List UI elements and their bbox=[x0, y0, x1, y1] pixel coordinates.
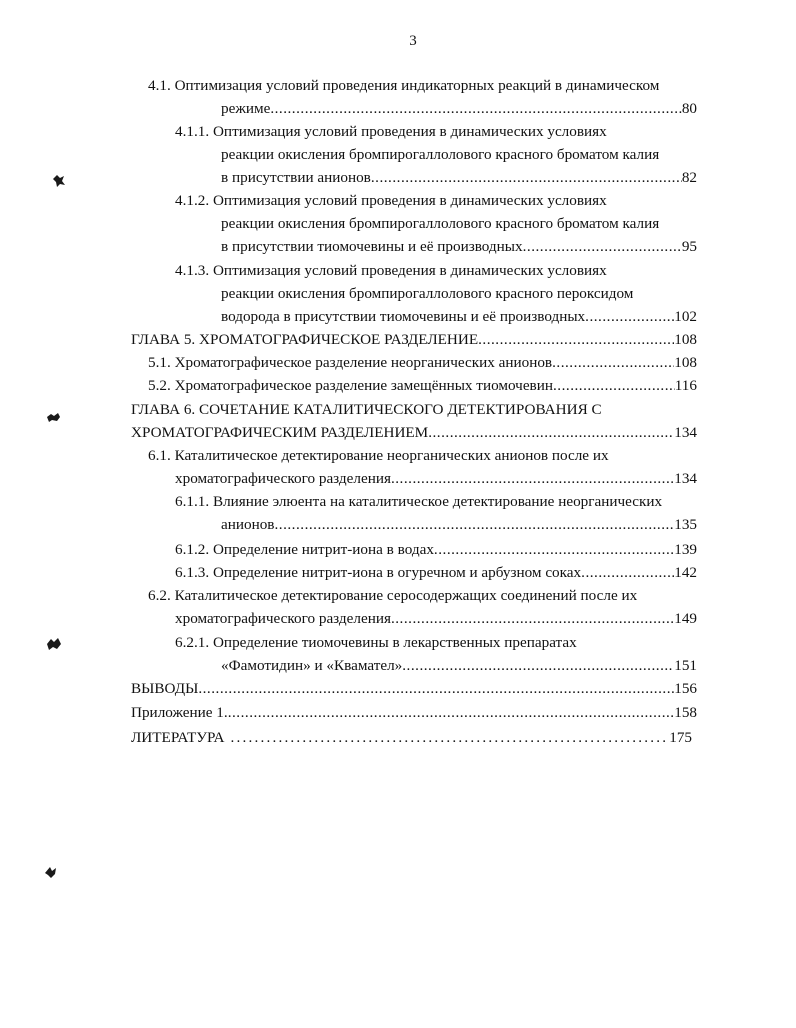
toc-page: 134 bbox=[674, 424, 697, 441]
toc-conclusions bbox=[131, 679, 697, 699]
toc-chapter-5 bbox=[131, 330, 697, 350]
toc-title: в присутствии анионов bbox=[221, 169, 371, 186]
toc-entry-4-1-1-line: 4.1.1. Оптимизация условий проведения в динамических условиях bbox=[175, 123, 607, 140]
toc-title: ХРОМАТОГРАФИЧЕСКИМ РАЗДЕЛЕНИЕМ bbox=[131, 424, 429, 441]
toc-leader-dots bbox=[274, 515, 674, 535]
toc-entry-5-2 bbox=[148, 376, 697, 396]
toc-entry-6-1 bbox=[175, 469, 697, 489]
toc-entry-4-1-3-line: реакции окисления бромпирогаллолового красного пероксидом bbox=[221, 285, 634, 302]
toc-title: в присутствии тиомочевины и её производных bbox=[221, 238, 523, 255]
toc-chapter-6-line: ГЛАВА 6. СОЧЕТАНИЕ КАТАЛИТИЧЕСКОГО ДЕТЕКТИРОВАНИЯ С bbox=[131, 401, 602, 418]
toc-leader-dots bbox=[434, 540, 674, 560]
scan-artifact-mark bbox=[45, 636, 63, 656]
toc-title: ЛИТЕРАТУРА bbox=[131, 729, 225, 746]
toc-title: «Фамотидин» и «Квамател» bbox=[221, 657, 403, 674]
toc-title: ГЛАВА 5. ХРОМАТОГРАФИЧЕСКОЕ РАЗДЕЛЕНИЕ bbox=[131, 331, 479, 348]
toc-entry-6-2-1-line: 6.2.1. Определение тиомочевины в лекарственных препаратах bbox=[175, 634, 577, 651]
toc-page: 175 bbox=[669, 729, 692, 746]
toc-title: 6.1.2. Определение нитрит-иона в водах bbox=[175, 541, 434, 558]
toc-page: 134 bbox=[674, 470, 697, 487]
toc-chapter-6 bbox=[131, 423, 697, 443]
toc-page: 116 bbox=[674, 377, 697, 394]
toc-leader-dots bbox=[585, 307, 674, 327]
toc-page: 108 bbox=[674, 331, 697, 348]
toc-entry-5-1 bbox=[148, 353, 697, 373]
toc-page: 156 bbox=[674, 680, 697, 697]
toc-title: водорода в присутствии тиомочевины и её производных bbox=[221, 308, 586, 325]
toc-leader-dots bbox=[230, 728, 669, 748]
toc-entry-4-1-2 bbox=[221, 237, 697, 257]
toc-title: 5.1. Хроматографическое разделение неорганических анионов bbox=[148, 354, 553, 371]
toc-leader-dots bbox=[371, 168, 682, 188]
toc-entry-4-1-line: 4.1. Оптимизация условий проведения индикаторных реакций в динамическом bbox=[148, 77, 660, 94]
toc-entry-6-1-3 bbox=[175, 563, 697, 583]
toc-entry-4-1-1 bbox=[221, 168, 697, 188]
toc-page: 135 bbox=[674, 516, 697, 533]
scan-artifact-mark bbox=[51, 173, 67, 193]
toc-page: 82 bbox=[681, 169, 697, 186]
toc-leader-dots bbox=[553, 376, 675, 396]
toc-entry-6-2 bbox=[175, 609, 697, 629]
toc-leader-dots bbox=[581, 563, 674, 583]
toc-title: анионов bbox=[221, 516, 275, 533]
toc-title: хроматографического разделения bbox=[175, 610, 391, 627]
page-number: 3 bbox=[409, 33, 417, 49]
toc-title: Приложение 1. bbox=[131, 704, 228, 721]
toc-page: 80 bbox=[681, 100, 697, 117]
toc-title: хроматографического разделения bbox=[175, 470, 391, 487]
toc-literature bbox=[131, 728, 692, 748]
toc-entry-4-1-1-line: реакции окисления бромпирогаллолового красного броматом калия bbox=[221, 146, 660, 163]
toc-leader-dots bbox=[198, 679, 674, 699]
toc-entry-6-1-line: 6.1. Каталитическое детектирование неорганических анионов после их bbox=[148, 447, 609, 464]
toc-leader-dots bbox=[523, 237, 682, 257]
toc-page: 108 bbox=[674, 354, 697, 371]
toc-entry-6-2-line: 6.2. Каталитическое детектирование серосодержащих соединений после их bbox=[148, 587, 638, 604]
toc-leader-dots bbox=[428, 423, 674, 443]
toc-entry-4-1-3 bbox=[221, 307, 697, 327]
toc-appendix bbox=[131, 703, 697, 723]
toc-title: 5.2. Хроматографическое разделение замещённых тиомочевин bbox=[148, 377, 553, 394]
toc-page: 102 bbox=[674, 308, 697, 325]
toc-leader-dots bbox=[270, 99, 682, 119]
toc-leader-dots bbox=[402, 656, 674, 676]
toc-leader-dots bbox=[478, 330, 674, 350]
toc-page: 151 bbox=[674, 657, 697, 674]
toc-entry-6-1-1 bbox=[221, 515, 697, 535]
toc-page: 149 bbox=[674, 610, 697, 627]
scan-artifact-mark bbox=[46, 410, 62, 428]
toc-page: 142 bbox=[674, 564, 697, 581]
toc-title: 6.1.3. Определение нитрит-иона в огуречном и арбузном соках bbox=[175, 564, 582, 581]
toc-leader-dots bbox=[391, 469, 674, 489]
toc-entry-4-1-2-line: 4.1.2. Оптимизация условий проведения в динамических условиях bbox=[175, 192, 607, 209]
toc-entry-4-1-3-line: 4.1.3. Оптимизация условий проведения в динамических условиях bbox=[175, 262, 607, 279]
toc-leader-dots bbox=[391, 609, 674, 629]
toc-entry-6-1-2 bbox=[175, 540, 697, 560]
toc-leader-dots bbox=[228, 703, 675, 723]
toc-entry-6-1-1-line: 6.1.1. Влияние элюента на каталитическое детектирование неорганических bbox=[175, 493, 663, 510]
toc-page: 139 bbox=[674, 541, 697, 558]
toc-page: 95 bbox=[681, 238, 697, 255]
toc-entry-6-2-1 bbox=[221, 656, 697, 676]
toc-entry-4-1 bbox=[221, 99, 697, 119]
toc-leader-dots bbox=[552, 353, 674, 373]
toc-entry-4-1-2-line: реакции окисления бромпирогаллолового красного броматом калия bbox=[221, 215, 660, 232]
toc-title: ВЫВОДЫ bbox=[131, 680, 199, 697]
scan-artifact-mark bbox=[43, 864, 59, 884]
toc-title: режиме bbox=[221, 100, 271, 117]
toc-page: 158 bbox=[674, 704, 697, 721]
